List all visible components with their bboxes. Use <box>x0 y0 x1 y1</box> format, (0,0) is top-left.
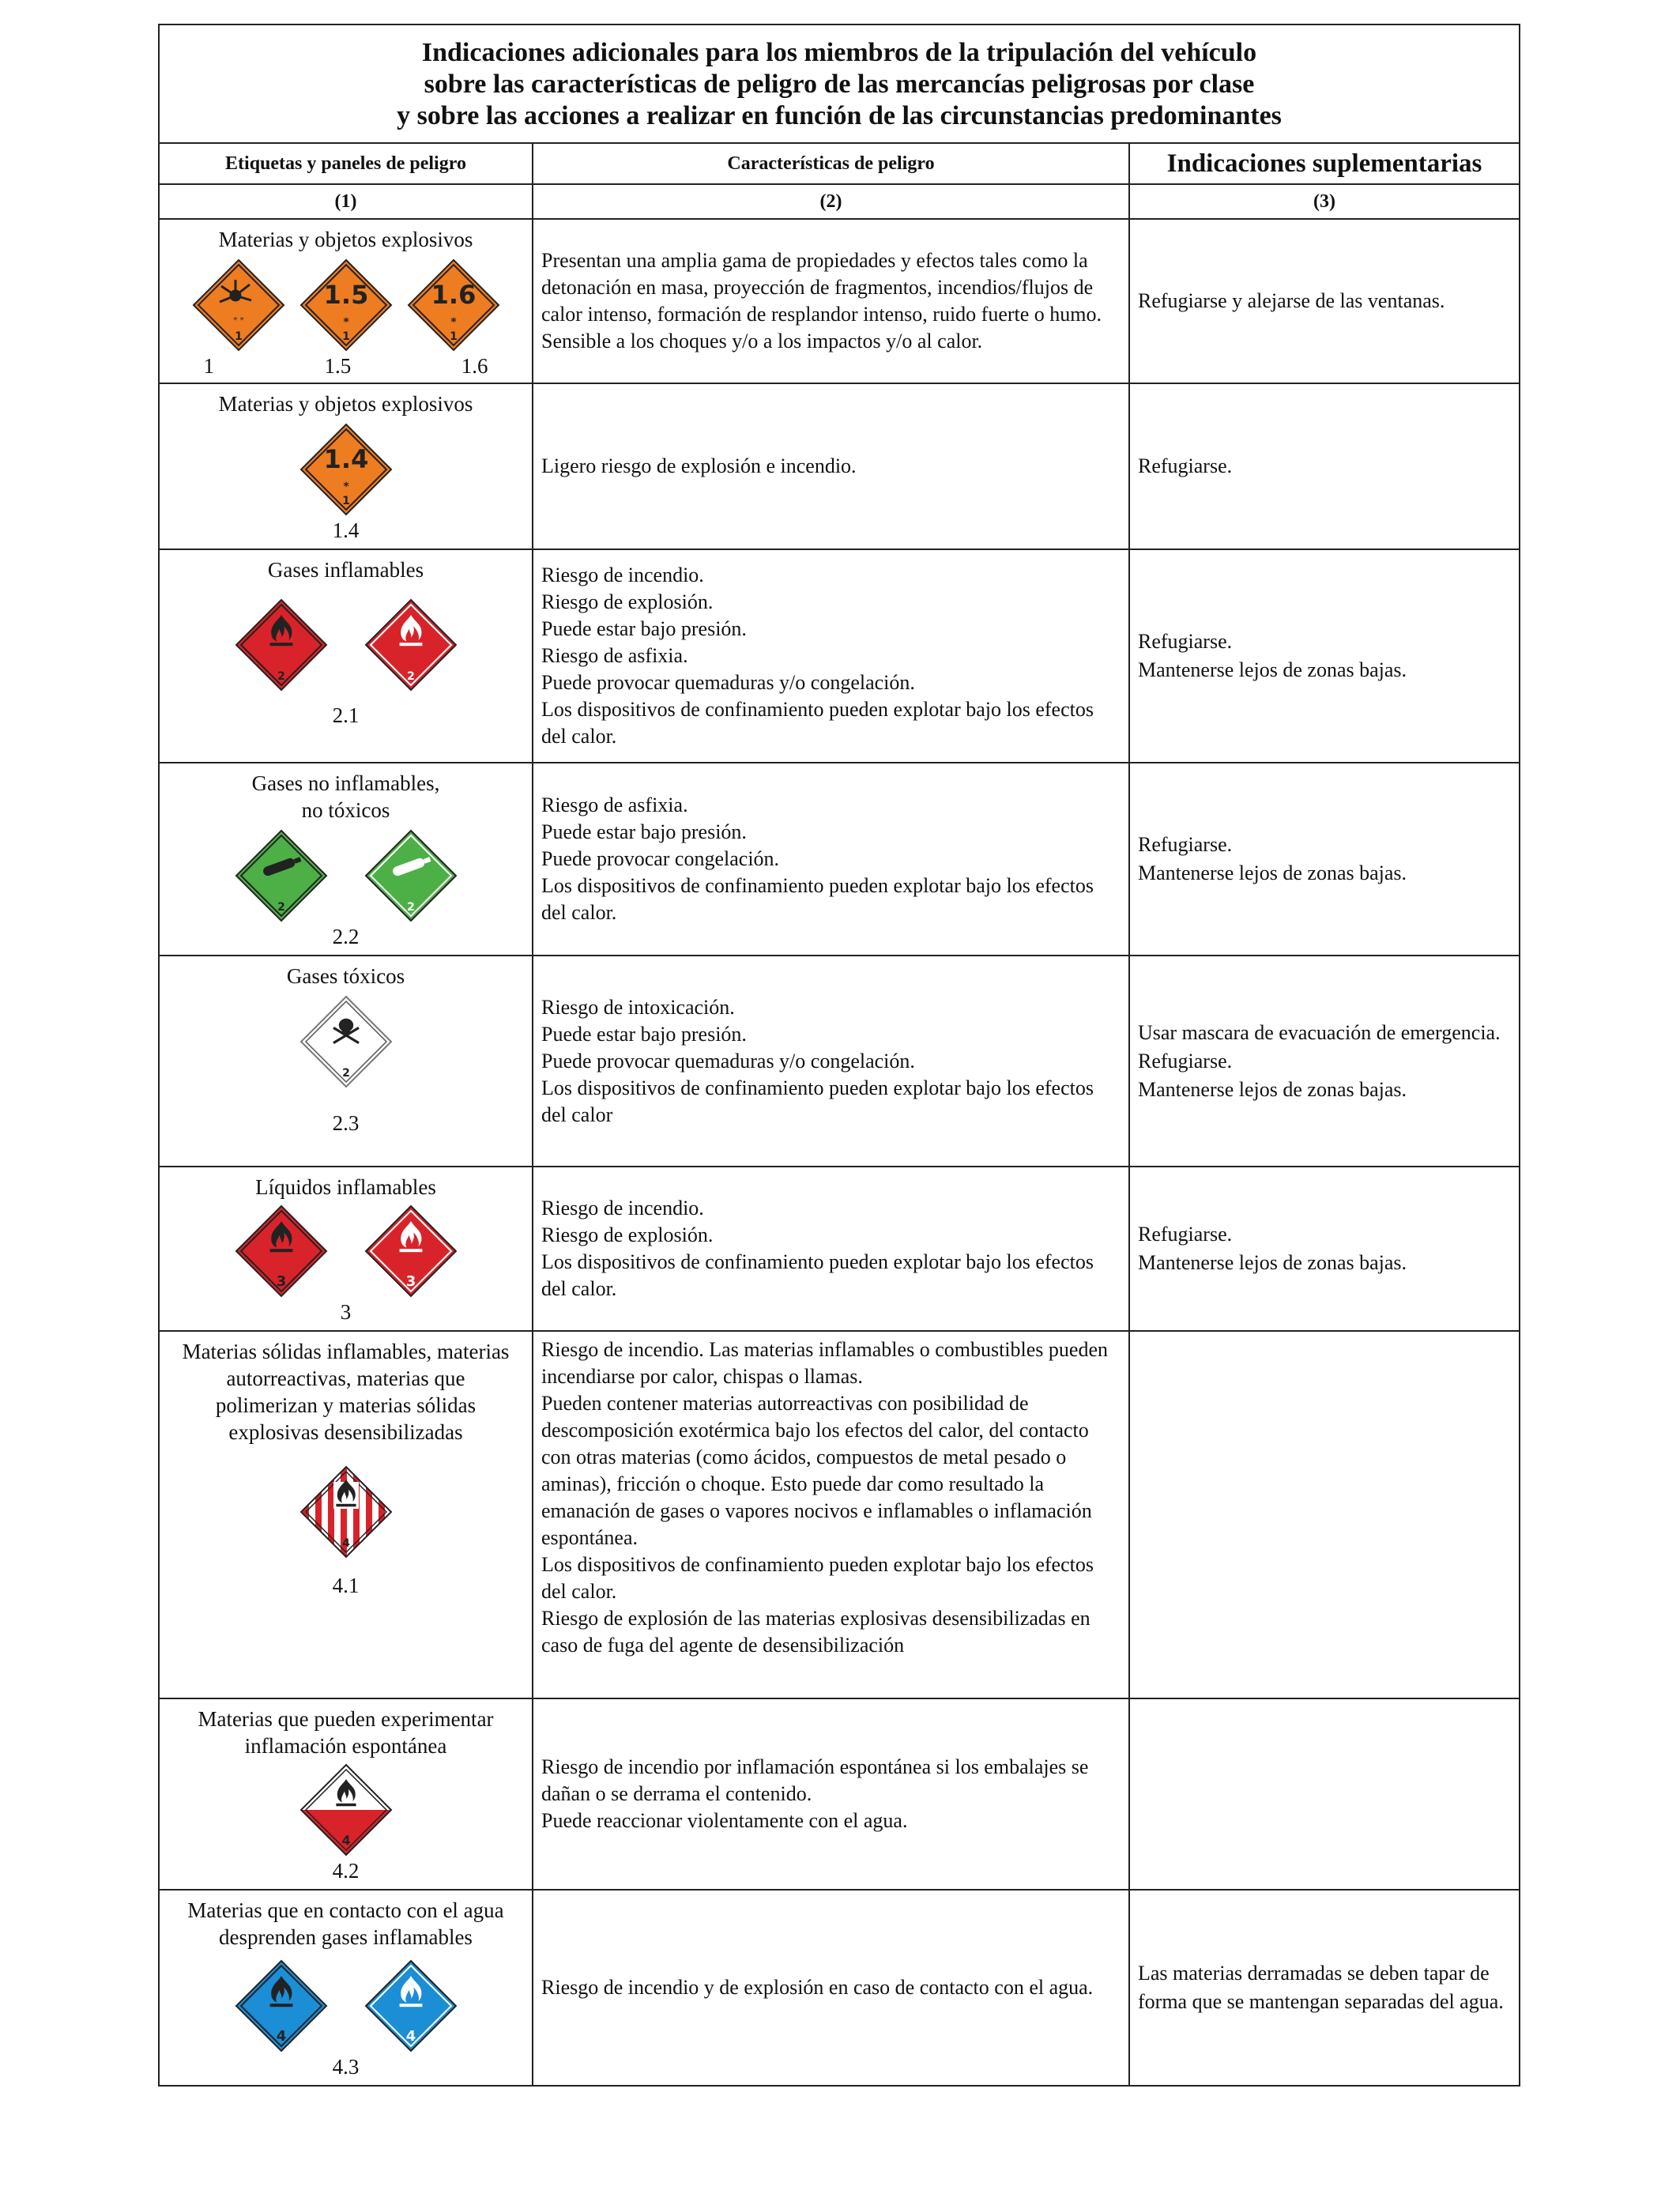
action-cell <box>1129 383 1520 549</box>
hazard-cell <box>533 1698 1129 1890</box>
hazard-text: Pueden contener materias autorreactivas con posibilidad de descomposición exotérmica bajo los efectos del calor, del contacto con otras materias (como ácidos, compuestos de metal pesado o aminas), fricción o choque. Esto puede dar como resultado la emanación de gases o vapores nocivos e inflamables o inflamación espontánea. <box>541 1392 1092 1549</box>
hazard-text: Riesgo de incendio. Las materias inflamables o combustibles pueden incendiarse por calor, chispas o llamas. <box>541 1338 1108 1388</box>
sign-digit: 4 <box>405 2028 416 2045</box>
svg-text:1: 1 <box>449 330 458 343</box>
hazard-cell <box>533 549 1129 763</box>
class-name-line: Materias que pueden experimentar <box>198 1707 494 1731</box>
action-text: Las materias derramadas se deben tapar de forma que se mantengan separadas del agua. <box>1138 1962 1504 2013</box>
dangerous-goods-table <box>158 24 1520 2087</box>
sign-digit: 4 <box>341 1833 351 1848</box>
hazard-cell <box>533 1331 1129 1698</box>
hazard-text: Puede estar bajo presión. <box>541 820 747 843</box>
action-text: Mantenerse lejos de zonas bajas. <box>1138 658 1407 681</box>
spontaneous-combustion-sign <box>299 1762 394 1857</box>
label-cell <box>159 1698 533 1890</box>
class-code: 1.4 <box>332 518 360 542</box>
hazard-text: Puede provocar quemaduras y/o congelación. <box>541 671 915 694</box>
hazard-text: Riesgo de incendio. <box>541 564 704 586</box>
sign-number: 1.4 <box>323 444 368 474</box>
svg-text:*: * <box>450 316 457 329</box>
svg-text:*: * <box>342 481 349 493</box>
class-name-line: desprenden gases inflamables <box>219 1925 473 1949</box>
hazard-signs <box>164 994 527 1089</box>
hazard-signs <box>164 422 527 517</box>
label-cell <box>159 763 533 956</box>
action-text: Usar mascara de evacuación de emergencia. <box>1138 1020 1501 1044</box>
action-text: Mantenerse lejos de zonas bajas. <box>1138 1077 1407 1101</box>
label-cell <box>159 1167 533 1331</box>
column-header-hazards: Características de peligro <box>533 143 1129 184</box>
hazard-text: Puede provocar quemaduras y/o congelación. <box>541 1049 915 1072</box>
hazard-signs <box>164 1762 527 1857</box>
hazard-signs <box>164 828 527 923</box>
hazard-text: Los dispositivos de confinamiento pueden explotar bajo los efectos del calor. <box>541 1250 1094 1300</box>
flammable-gas-black-sign <box>234 598 329 692</box>
explosive-1-4-sign <box>299 422 394 517</box>
hazard-signs <box>164 258 527 352</box>
action-cell <box>1129 956 1520 1167</box>
sign-number: 1.5 <box>323 280 368 310</box>
hazard-cell <box>533 383 1129 549</box>
hazard-text: Sensible a los choques y/o a los impactos y/o al calor. <box>541 330 983 352</box>
hazard-text: Riesgo de incendio. <box>541 1197 704 1220</box>
action-text: Mantenerse lejos de zonas bajas. <box>1138 1251 1407 1274</box>
hazard-text: Puede estar bajo presión. <box>541 1022 747 1046</box>
hazard-text: Riesgo de explosión de las materias explosivas desensibilizadas en caso de fuga del agente de desensibilización <box>541 1607 1090 1657</box>
svg-text:2: 2 <box>341 1067 350 1080</box>
class-code: 3 <box>340 1300 352 1324</box>
label-cell <box>159 1331 533 1698</box>
table-row <box>159 1890 1520 2086</box>
svg-text:* *: * * <box>232 316 244 325</box>
class-name-line: no tóxicos <box>301 798 390 822</box>
class-code: 2.2 <box>332 925 360 948</box>
hazard-text: Riesgo de explosión. <box>541 1223 714 1246</box>
class-name: Líquidos inflamables <box>255 1175 436 1199</box>
column-header-actions: Indicaciones suplementarias <box>1129 143 1520 184</box>
table-row <box>159 1331 1520 1698</box>
class-name-line: autorreactivas, materias que <box>226 1367 465 1390</box>
action-cell <box>1129 763 1520 956</box>
hazard-signs <box>164 598 527 692</box>
hazard-text: Los dispositivos de confinamiento pueden explotar bajo los efectos del calor <box>541 1076 1094 1126</box>
table-row <box>159 1167 1520 1331</box>
table-row <box>159 956 1520 1167</box>
hazard-cell <box>533 1167 1129 1331</box>
class-code: 2.3 <box>332 1111 360 1135</box>
water-reactive-black-sign <box>234 1958 329 2053</box>
svg-text:1: 1 <box>341 495 350 507</box>
hazard-signs <box>164 1958 527 2053</box>
sign-digit: 2 <box>406 670 415 683</box>
class-name: Gases tóxicos <box>286 964 405 988</box>
class-name-line: explosivas desensibilizadas <box>228 1420 463 1444</box>
label-cell <box>159 1890 533 2086</box>
svg-text:2: 2 <box>277 901 285 914</box>
class-code: 1.5 <box>324 354 352 378</box>
hazard-cell <box>533 1890 1129 2086</box>
hazard-text: Riesgo de incendio por inflamación espontánea si los embalajes se dañan o se derrama el contenido. <box>541 1755 1089 1805</box>
table-row <box>159 219 1520 383</box>
table-row <box>159 1698 1520 1890</box>
table-row <box>159 383 1520 549</box>
class-name-line: Materias sólidas inflamables, materias <box>182 1340 510 1363</box>
action-text: Refugiarse. <box>1138 454 1233 477</box>
column-header-labels: Etiquetas y paneles de peligro <box>159 143 533 184</box>
action-cell <box>1129 1167 1520 1331</box>
label-cell <box>159 219 533 383</box>
sign-digit: 4 <box>276 2028 286 2045</box>
hazard-text: Ligero riesgo de explosión e incendio. <box>541 454 857 477</box>
water-reactive-white-sign <box>363 1958 458 2053</box>
svg-text:4: 4 <box>341 1537 350 1550</box>
sign-number: 1.6 <box>431 280 476 310</box>
class-code: 2.1 <box>332 703 360 727</box>
flammable-gas-white-sign <box>363 598 458 692</box>
action-cell <box>1129 1331 1520 1698</box>
column-number-2: (2) <box>533 184 1129 219</box>
action-cell <box>1129 219 1520 383</box>
hazard-signs <box>164 1465 527 1559</box>
class-code: 4.2 <box>332 1859 360 1883</box>
class-name-line: polimerizan y materias sólidas <box>215 1393 477 1417</box>
sign-digit: 3 <box>405 1273 416 1290</box>
action-cell <box>1129 1698 1520 1890</box>
hazard-text: Los dispositivos de confinamiento pueden explotar bajo los efectos del calor. <box>541 698 1094 748</box>
action-cell <box>1129 1890 1520 2086</box>
action-text: Refugiarse. <box>1138 833 1233 856</box>
title-line-3: y sobre las acciones a realizar en función de las circunstancias predominantes <box>397 101 1282 130</box>
class-code: 4.3 <box>332 2055 360 2079</box>
hazard-signs <box>164 1204 527 1299</box>
toxic-gas-sign <box>299 994 394 1089</box>
hazard-text: Riesgo de intoxicación. <box>541 995 735 1019</box>
hazard-text: Riesgo de asfixia. <box>541 794 688 816</box>
explosive-1-6-sign <box>406 258 501 352</box>
class-code: 1 <box>203 354 214 378</box>
hazard-text: Riesgo de incendio y de explosión en caso de contacto con el agua. <box>541 1976 1094 1999</box>
class-name-line: Materias que en contacto con el agua <box>187 1898 504 1922</box>
class-name: Materias y objetos explosivos <box>218 392 473 416</box>
hazard-text: Los dispositivos de confinamiento pueden explotar bajo los efectos del calor. <box>541 874 1094 924</box>
svg-text:2: 2 <box>406 901 415 914</box>
column-number-1: (1) <box>159 184 533 219</box>
sign-digit: 3 <box>276 1273 286 1290</box>
action-cell <box>1129 549 1520 763</box>
nonflammable-gas-white-sign <box>363 828 458 923</box>
svg-text:*: * <box>342 316 349 329</box>
table-row <box>159 549 1520 763</box>
action-text: Refugiarse. <box>1138 1223 1233 1246</box>
class-name-line: inflamación espontánea <box>244 1734 447 1758</box>
hazard-text: Riesgo de asfixia. <box>541 644 688 667</box>
hazard-text: Presentan una amplia gama de propiedades y efectos tales como la detonación en masa, proyección de fragmentos, incendios/flujos de calor intenso, formación de resplandor intenso, ruido fuerte o humo. <box>541 249 1102 326</box>
class-name-line: Gases no inflamables, <box>251 771 440 795</box>
hazard-text: Los dispositivos de confinamiento pueden explotar bajo los efectos del calor. <box>541 1553 1094 1603</box>
explosive-1-5-sign <box>299 258 394 352</box>
class-name: Gases inflamables <box>267 558 424 582</box>
column-number-3: (3) <box>1129 184 1520 219</box>
action-text: Mantenerse lejos de zonas bajas. <box>1138 861 1407 884</box>
table-row <box>159 763 1520 956</box>
action-text: Refugiarse. <box>1138 630 1233 653</box>
table-title <box>159 25 1520 143</box>
hazard-cell <box>533 956 1129 1167</box>
svg-text:1: 1 <box>341 330 350 343</box>
flammable-liquid-black-sign <box>234 1204 329 1299</box>
hazard-cell <box>533 219 1129 383</box>
hazard-text: Puede provocar congelación. <box>541 847 780 870</box>
svg-text:1: 1 <box>234 330 243 343</box>
explosive-class-1-sign <box>191 258 286 352</box>
nonflammable-gas-black-sign <box>234 828 329 923</box>
title-line-2: sobre las características de peligro de las mercancías peligrosas por clase <box>424 70 1255 99</box>
label-cell <box>159 383 533 549</box>
hazard-text: Riesgo de explosión. <box>541 590 714 613</box>
hazard-text: Puede reaccionar violentamente con el agua. <box>541 1809 908 1832</box>
class-code: 1.6 <box>461 354 488 378</box>
class-code: 4.1 <box>332 1574 360 1597</box>
sign-digit: 2 <box>277 670 285 683</box>
hazard-text: Puede estar bajo presión. <box>541 617 747 640</box>
title-line-1: Indicaciones adicionales para los miembros de la tripulación del vehículo <box>421 38 1257 67</box>
flammable-liquid-white-sign <box>363 1204 458 1299</box>
hazard-cell <box>533 763 1129 956</box>
action-text: Refugiarse y alejarse de las ventanas. <box>1138 289 1445 312</box>
label-cell <box>159 549 533 763</box>
label-cell <box>159 956 533 1167</box>
action-text: Refugiarse. <box>1138 1049 1233 1072</box>
class-codes <box>204 354 488 378</box>
flammable-solid-sign <box>299 1465 394 1559</box>
class-name: Materias y objetos explosivos <box>218 228 473 251</box>
